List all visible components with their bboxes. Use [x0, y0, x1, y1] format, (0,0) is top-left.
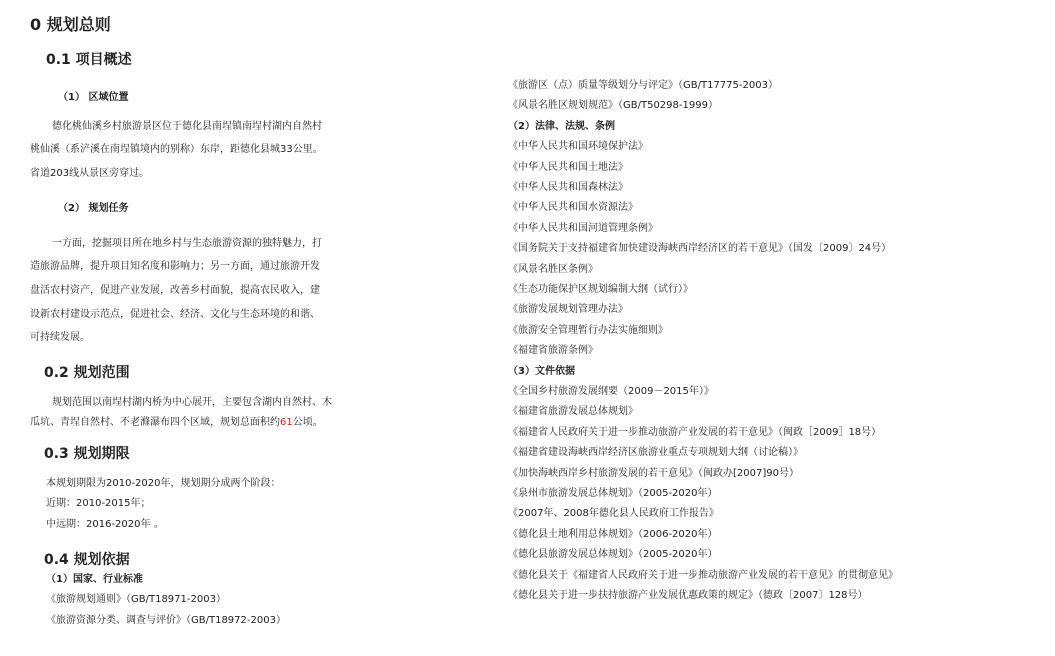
reference-item: 《德化县土地利用总体规划》（2006-2020年）	[508, 529, 718, 540]
standard-item: 《旅游资源分类、调查与评价》（GB/T18972-2003）	[46, 615, 286, 626]
reference-item: 《福建省旅游发展总体规划》	[508, 406, 638, 417]
task-line-1: 一方面，挖掘项目所在地乡村与生态旅游资源的独特魅力，打	[52, 238, 322, 249]
standard-item: 《旅游规划通则》（GB/T18971-2003）	[46, 594, 226, 605]
task-line-2: 造旅游品牌，提升项目知名度和影响力；另一方面，通过旅游开发	[30, 261, 320, 272]
section-main-title: 0 规划总则	[30, 15, 111, 34]
location-line-1: 德化桃仙溪乡村旅游景区位于德化县南埕镇南埕村湖内自然村	[52, 121, 322, 132]
location-line-2: 桃仙溪（系浐溪在南埕镇境内的别称）东岸，距德化县城33公里。	[30, 144, 323, 155]
reference-item: 《全国乡村旅游发展纲要（2009－2015年）》	[508, 386, 714, 397]
reference-item: 《德化县关于《福建省人民政府关于进一步推动旅游产业发展的若干意见》的贯彻意见》	[508, 570, 898, 581]
reference-item: 《福建省旅游条例》	[508, 345, 598, 356]
area-highlight: 61	[280, 417, 293, 428]
period-line-3: 中远期：2016-2020年 。	[46, 519, 164, 530]
task-line-5: 可持续发展。	[30, 332, 90, 343]
standards-title: （1）国家、行业标准	[46, 574, 143, 585]
scope-line-2	[30, 413, 323, 428]
reference-item: 《旅游区（点）质量等级划分与评定》（GB/T17775-2003）	[508, 80, 778, 91]
location-line-3: 省道203线从景区旁穿过。	[30, 168, 150, 179]
reference-item: 《福建省人民政府关于进一步推动旅游产业发展的若干意见》（闽政［2009］18号）	[508, 427, 882, 438]
reference-item: 《中华人民共和国土地法》	[508, 162, 628, 173]
reference-item: 《风景名胜区条例》	[508, 264, 598, 275]
period-line-2: 近期：2010-2015年；	[46, 498, 151, 509]
reference-item: 《中华人民共和国森林法》	[508, 182, 628, 193]
section-0-2-title: 0.2 规划范围	[44, 365, 130, 381]
section-0-3-title: 0.3 规划期限	[44, 446, 130, 462]
scope-line-1: 规划范围以南埕村湖内桥为中心展开，主要包含湖内自然村、木	[52, 397, 332, 408]
reference-item: 《旅游发展规划管理办法》	[508, 304, 628, 315]
period-line-1: 本规划期限为2010-2020年，规划期分成两个阶段：	[46, 478, 281, 489]
section-0-4-title: 0.4 规划依据	[44, 552, 130, 568]
reference-item: 《德化县旅游发展总体规划》（2005-2020年）	[508, 549, 718, 560]
reference-item: 《加快海峡西岸乡村旅游发展的若干意见》（闽政办[2007]90号）	[508, 468, 799, 479]
reference-item: 《德化县关于进一步扶持旅游产业发展优惠政策的规定》（德政〔2007〕128号）	[508, 590, 868, 601]
subsection-location-title: （1） 区域位置	[58, 92, 129, 103]
reference-item: 《中华人民共和国环境保护法》	[508, 141, 648, 152]
task-line-4: 设新农村建设示范点，促进社会、经济、文化与生态环境的和谐、	[30, 309, 320, 320]
reference-item: 《2007年、2008年德化县人民政府工作报告》	[508, 508, 719, 519]
reference-category-title: （2）法律、法规、条例	[508, 121, 615, 132]
task-line-3: 盘活农村资产，促进产业发展，改善乡村面貌，提高农民收入，建	[30, 285, 320, 296]
reference-item: 《国务院关于支持福建省加快建设海峡西岸经济区的若干意见》（国发〔2009〕24号）	[508, 243, 892, 254]
reference-item: 《生态功能保护区规划编制大纲（试行）》	[508, 284, 693, 295]
scope-line-2-unit: 公顷。	[292, 417, 323, 428]
reference-item: 《中华人民共和国水资源法》	[508, 202, 638, 213]
section-0-1-title: 0.1 项目概述	[46, 52, 132, 68]
scope-line-2-text: 瓜坑、青埕自然村、不老滌瀑布四个区域，规划总面积约	[30, 417, 280, 428]
reference-item: 《旅游安全管理暂行办法实施细则》	[508, 325, 668, 336]
reference-item: 《风景名胜区规划规范》（GB/T50298-1999）	[508, 100, 718, 111]
subsection-task-title: （2） 规划任务	[58, 203, 129, 214]
reference-item: 《中华人民共和国河道管理条例》	[508, 223, 658, 234]
reference-item: 《福建省建设海峡西岸经济区旅游业重点专项规划大纲（讨论稿）》	[508, 447, 803, 458]
reference-category-title: （3）文件依据	[508, 366, 575, 377]
reference-item: 《泉州市旅游发展总体规划》（2005-2020年）	[508, 488, 718, 499]
